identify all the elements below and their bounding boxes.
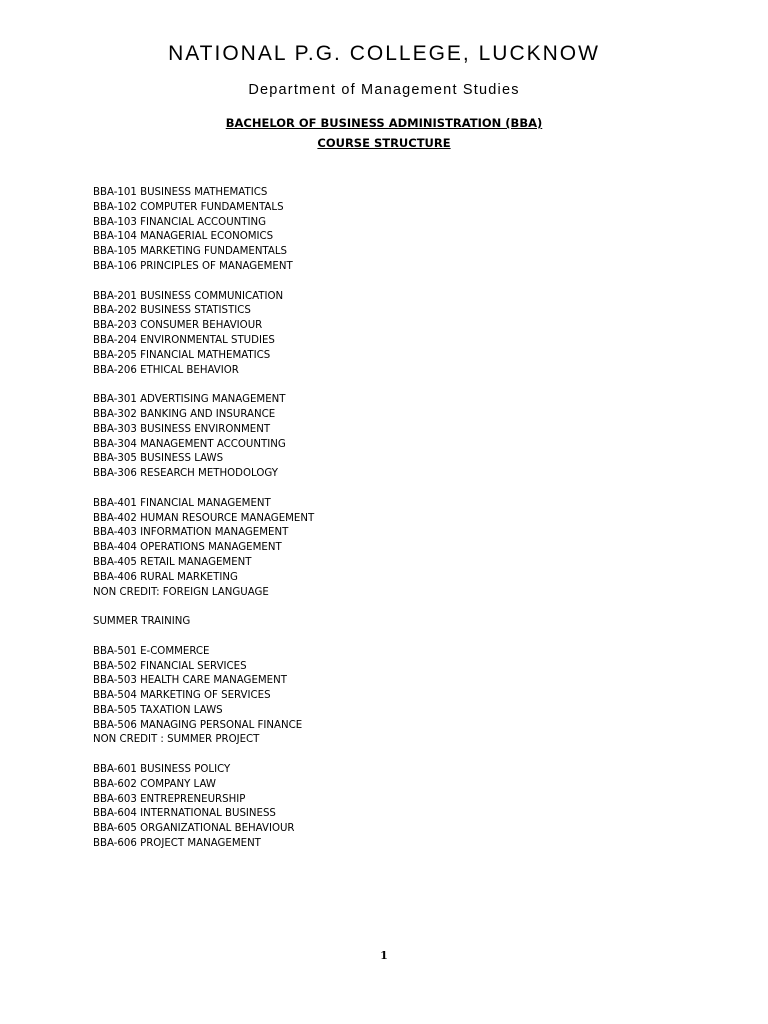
course-item: BBA-506 MANAGING PERSONAL FINANCE — [93, 719, 303, 731]
semester-group — [93, 497, 314, 601]
course-item: BBA-402 HUMAN RESOURCE MANAGEMENT — [93, 512, 315, 524]
college-name: NATIONAL P.G. COLLEGE, LUCKNOW — [168, 42, 600, 65]
course-item: BBA-405 RETAIL MANAGEMENT — [93, 556, 252, 568]
course-item: BBA-306 RESEARCH METHODOLOGY — [93, 468, 278, 480]
course-item: BBA-505 TAXATION LAWS — [93, 704, 223, 716]
page-number: 1 — [380, 949, 388, 962]
course-list — [93, 186, 314, 867]
course-item: NON CREDIT: FOREIGN LANGUAGE — [93, 586, 269, 598]
semester-group — [93, 290, 314, 379]
course-item: BBA-502 FINANCIAL SERVICES — [93, 660, 247, 672]
semester-group — [93, 615, 314, 630]
program-title: BACHELOR OF BUSINESS ADMINISTRATION (BBA) — [225, 116, 543, 130]
semester-group — [93, 186, 314, 275]
course-item: BBA-404 OPERATIONS MANAGEMENT — [93, 542, 282, 554]
course-item: BBA-603 ENTREPRENEURSHIP — [93, 793, 246, 805]
course-structure-heading: COURSE STRUCTURE — [317, 136, 451, 150]
course-item: BBA-601 BUSINESS POLICY — [93, 764, 231, 776]
semester-group — [93, 763, 314, 852]
course-item: BBA-101 BUSINESS MATHEMATICS — [93, 187, 268, 198]
course-item: BBA-106 PRINCIPLES OF MANAGEMENT — [93, 260, 293, 272]
course-item: BBA-203 CONSUMER BEHAVIOUR — [93, 320, 263, 332]
course-item: BBA-105 MARKETING FUNDAMENTALS — [93, 246, 287, 258]
semester-group — [93, 393, 314, 482]
course-item: BBA-605 ORGANIZATIONAL BEHAVIOUR — [93, 823, 295, 835]
course-item: BBA-302 BANKING AND INSURANCE — [93, 408, 276, 420]
course-item: BBA-206 ETHICAL BEHAVIOR — [93, 364, 239, 376]
course-item: BBA-501 E-COMMERCE — [93, 645, 210, 657]
course-item: NON CREDIT : SUMMER PROJECT — [93, 734, 260, 746]
course-item: BBA-503 HEALTH CARE MANAGEMENT — [93, 675, 287, 687]
course-item: BBA-606 PROJECT MANAGEMENT — [93, 838, 261, 850]
course-item: BBA-103 FINANCIAL ACCOUNTING — [93, 216, 267, 228]
course-item: BBA-504 MARKETING OF SERVICES — [93, 690, 271, 702]
course-item: BBA-401 FINANCIAL MANAGEMENT — [93, 497, 271, 509]
course-item: BBA-403 INFORMATION MANAGEMENT — [93, 527, 289, 539]
course-item: BBA-104 MANAGERIAL ECONOMICS — [93, 231, 274, 243]
course-item: BBA-201 BUSINESS COMMUNICATION — [93, 290, 284, 302]
course-item: BBA-305 BUSINESS LAWS — [93, 453, 224, 465]
course-item: SUMMER TRAINING — [93, 616, 191, 628]
course-item: BBA-202 BUSINESS STATISTICS — [93, 305, 251, 317]
department-name: Department of Management Studies — [248, 82, 520, 98]
course-item: BBA-204 ENVIRONMENTAL STUDIES — [93, 334, 275, 346]
course-item: BBA-205 FINANCIAL MATHEMATICS — [93, 349, 271, 361]
course-item: BBA-406 RURAL MARKETING — [93, 571, 238, 583]
course-item: BBA-602 COMPANY LAW — [93, 778, 216, 790]
course-item: BBA-304 MANAGEMENT ACCOUNTING — [93, 438, 286, 450]
course-item: BBA-303 BUSINESS ENVIRONMENT — [93, 423, 271, 435]
semester-group — [93, 645, 314, 749]
course-item: BBA-102 COMPUTER FUNDAMENTALS — [93, 201, 284, 213]
course-item: BBA-301 ADVERTISING MANAGEMENT — [93, 394, 286, 406]
course-item: BBA-604 INTERNATIONAL BUSINESS — [93, 808, 276, 820]
